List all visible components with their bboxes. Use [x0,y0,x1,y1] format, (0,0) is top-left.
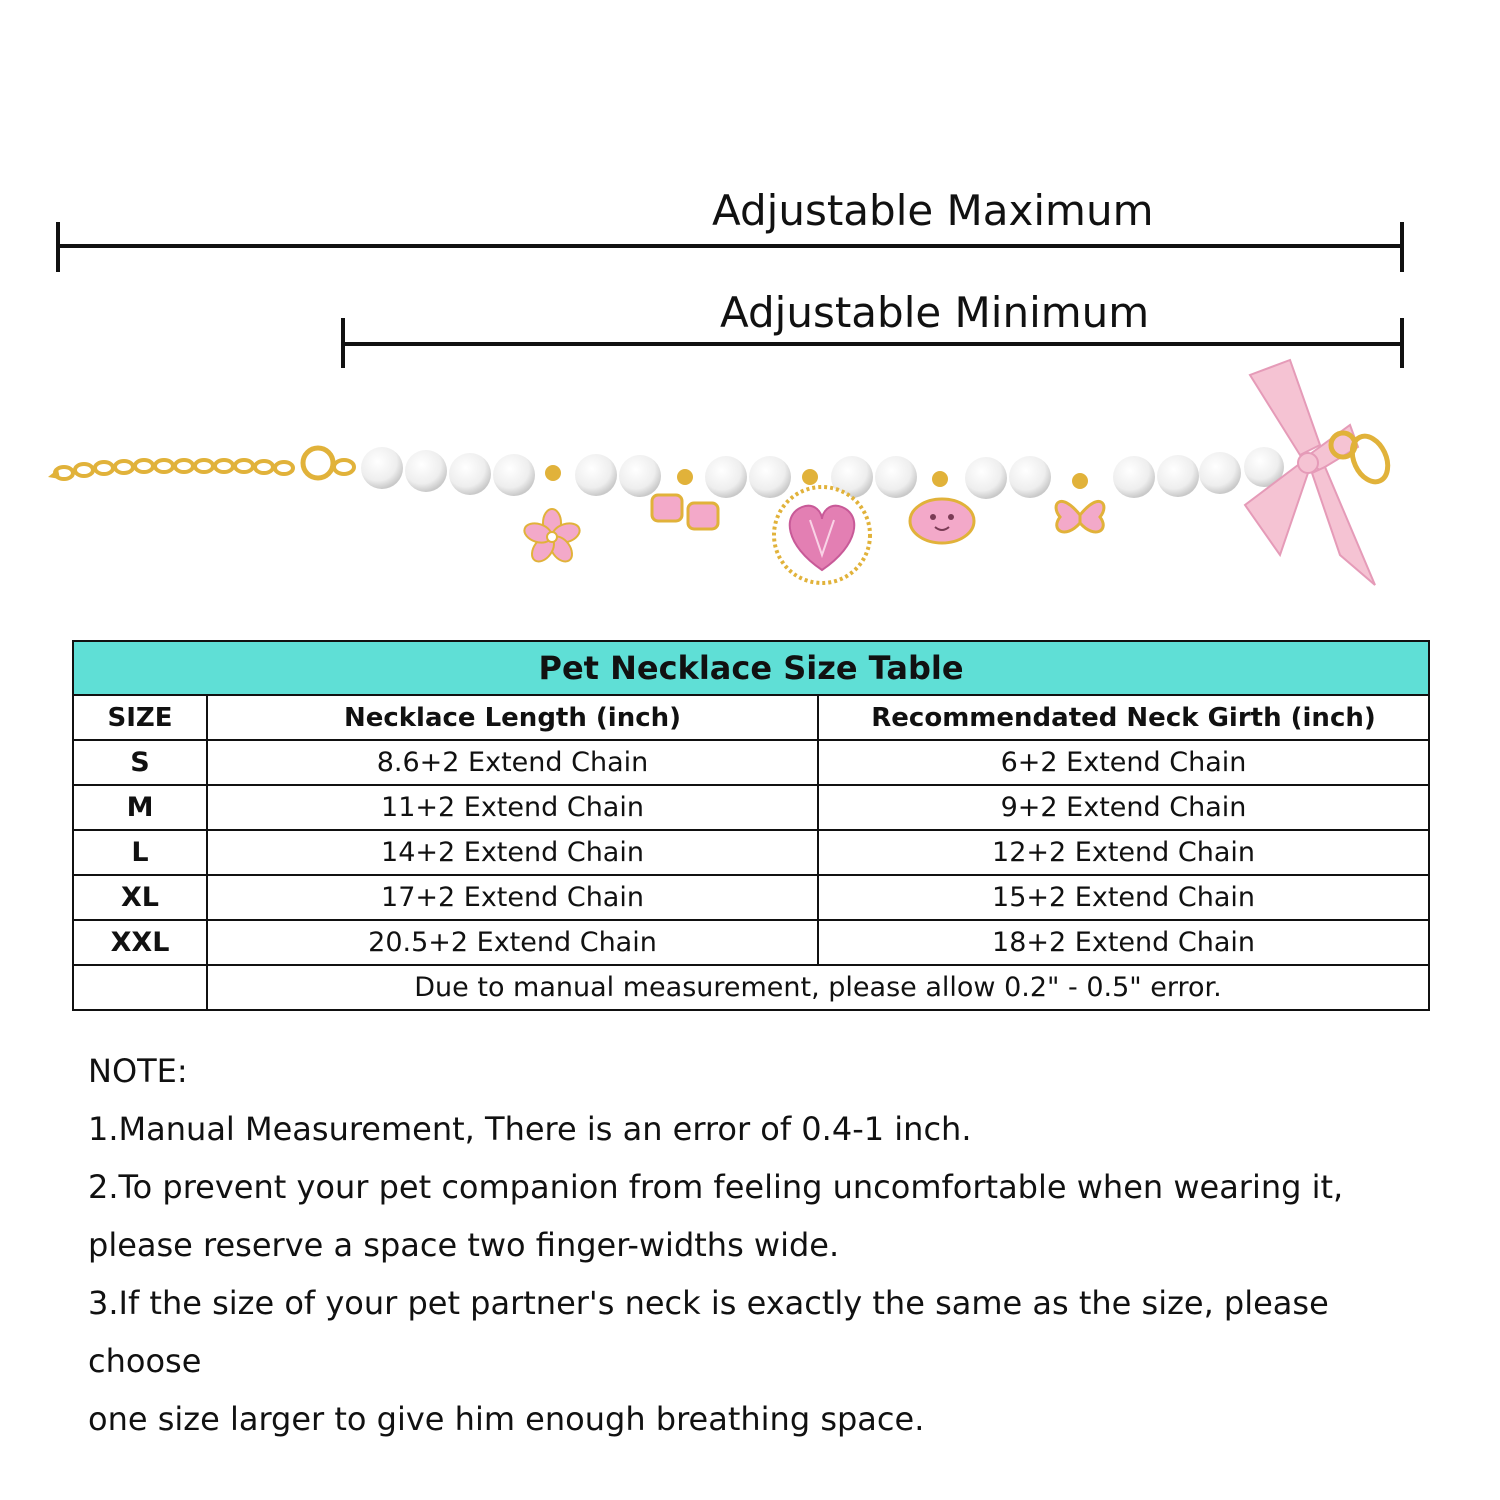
size-cell: L [73,830,207,875]
adjustable-minimum-line [343,342,1404,346]
cloud-face-charm [910,471,974,543]
length-cell: 11+2 Extend Chain [207,785,818,830]
notes-section [88,1042,1448,1448]
girth-cell: 12+2 Extend Chain [818,830,1429,875]
girth-cell: 18+2 Extend Chain [818,920,1429,965]
adjustable-maximum-label: Adjustable Maximum [712,186,1154,235]
notes-heading: NOTE: [88,1052,188,1090]
pearl-necklace-image [40,355,1400,605]
table-row [73,830,1429,875]
size-table [72,640,1430,1011]
adjustable-minimum-label: Adjustable Minimum [720,288,1150,337]
maximum-right-tick [1400,222,1404,272]
note-line: one size larger to give him enough breathing space. [88,1400,925,1438]
length-cell: 14+2 Extend Chain [207,830,818,875]
table-footnote-row [73,965,1429,1010]
girth-cell: 6+2 Extend Chain [818,740,1429,785]
note-line: please reserve a space two finger-widths wide. [88,1226,840,1264]
size-cell: S [73,740,207,785]
size-cell: XXL [73,920,207,965]
length-cell: 17+2 Extend Chain [207,875,818,920]
size-cell: M [73,785,207,830]
size-table-title: Pet Necklace Size Table [73,641,1429,695]
table-footnote: Due to manual measurement, please allow 0.2" - 0.5" error. [207,965,1429,1010]
header-size: SIZE [73,695,207,740]
length-cell: 8.6+2 Extend Chain [207,740,818,785]
header-necklace-length: Necklace Length (inch) [207,695,818,740]
table-row [73,785,1429,830]
empty-cell [73,965,207,1010]
butterfly-charm [1056,473,1104,532]
table-row [73,740,1429,785]
table-row [73,875,1429,920]
note-line: 1.Manual Measurement, There is an error of 0.4-1 inch. [88,1110,972,1148]
girth-cell: 9+2 Extend Chain [818,785,1429,830]
note-line: 2.To prevent your pet companion from feeling uncomfortable when wearing it, [88,1168,1344,1206]
header-neck-girth: Recommendated Neck Girth (inch) [818,695,1429,740]
girth-cell: 15+2 Extend Chain [818,875,1429,920]
maximum-left-tick [56,222,60,272]
table-row [73,920,1429,965]
length-cell: 20.5+2 Extend Chain [207,920,818,965]
note-line: 3.If the size of your pet partner's neck is exactly the same as the size, please choose [88,1284,1329,1380]
extender-chain [55,448,354,479]
minimum-right-tick [1400,318,1404,368]
size-cell: XL [73,875,207,920]
adjustable-maximum-line [58,244,1404,248]
